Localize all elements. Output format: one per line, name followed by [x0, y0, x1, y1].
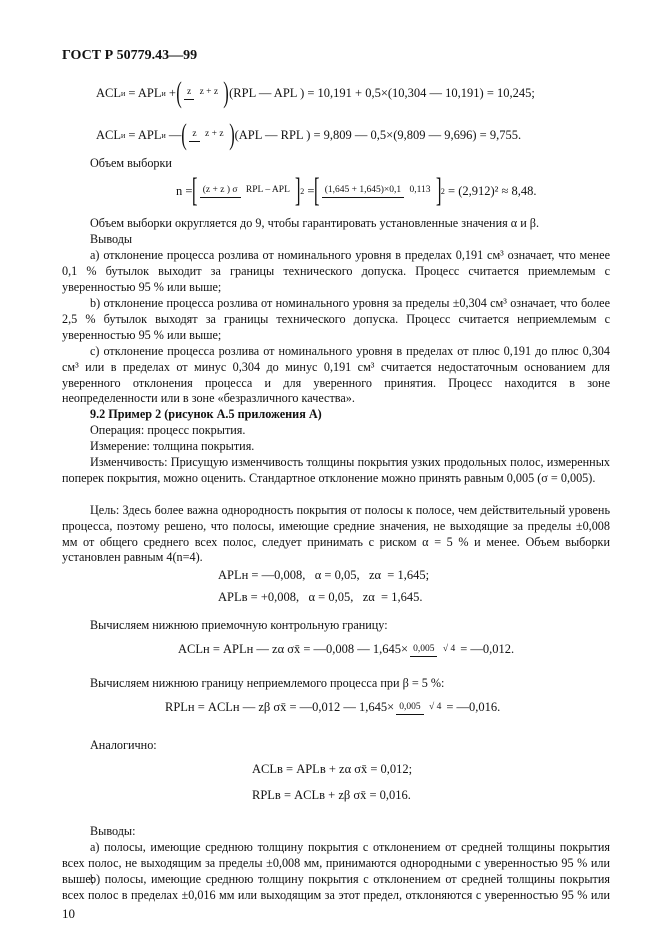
formula-middle: (APL — RPL ) [234, 127, 311, 142]
formula-acl-lower-calc: ACLн = APLн — zα σx̄ = —0,008 — 1,645× 0,005 √ 4 = —0,012. [178, 642, 515, 656]
formula-lhs: ACL [96, 85, 121, 100]
paragraph-compute-rpl: Вычисляем нижнюю границу неприемлемого процесса при β = 5 %: [90, 676, 445, 690]
formula-acl-upper: ACL и = APL и + ( z z + z ) (RPL — APL ) = 10,191 + 0,5×(10,304 — 10,191) = 10,245; [96, 76, 535, 109]
paragraph-conclusions-heading-2: Выводы: [90, 824, 136, 838]
formula-rpl-upper-calc: RPLв = ACLв + zβ σx̄ = 0,016. [252, 788, 411, 802]
sample-size-label: Объем выборки [90, 156, 172, 170]
formula-rpl-lower-calc: RPLн = ACLн — zβ σx̄ = —0,012 — 1,645× 0,005 √ 4 = —0,016. [165, 700, 501, 714]
formula-sign: — [168, 127, 182, 142]
formula-middle: (RPL — APL ) [229, 85, 305, 100]
formula-lhs: ACL [96, 127, 121, 142]
page-number: 10 [62, 906, 75, 921]
formula-eq: = APL [128, 85, 162, 100]
formula-acl-lower: ACL и = APL и — ( z z + z ) (APL — RPL ) = 9,809 — 0,5×(9,809 — 9,696) = 9,755. [96, 118, 522, 151]
paragraph-conclusion-c: c) отклонение процесса розлива от номинального уровня в пределах от плюс 0,191 до плюс 0,304 см³ или в пределах от минус 0,304 до минус 0,191 см³ считается недостаточным основанием для уверенного отклонения процесса и для уверенного принятия. Процесс находится в зоне неопределенности или в зоне «безразличного качества». [62, 344, 610, 406]
formula-fraction: z z + z [184, 86, 221, 100]
paragraph-conclusion-b: b) отклонение процесса розлива от номинального уровня за пределы ±0,304 см³ означает, что более 2,5 % бутылок выходят за границы технического допуска. Процесс считается неприемлемым с уверенностью 95 % или выше; [62, 296, 610, 342]
paragraph-conclusions-heading: Выводы [90, 232, 133, 246]
formula-sample-size: n = [ (z + z ) σ RPL – APL ] 2 = [ (1,645 + 1,645)×0,1 0,113 ] 2 = (2,912)² ≈ 8,48. [176, 172, 537, 209]
standard-header: ГОСТ Р 50779.43—99 [62, 48, 198, 63]
formula-acl-upper-calc: ACLв = APLв + zα σx̄ = 0,012; [252, 762, 413, 776]
paragraph-conclusion-2b: b) полосы, имеющие среднюю толщину покрытия с отклонением от средней толщины покрытия всех полос в пределах ±0,016 мм или выходящим за этот предел, отклоняются с уверенностью 95 % или [62, 872, 610, 902]
formula-fraction-1: (z + z ) σ RPL – APL [200, 184, 293, 198]
formula-eq: = [307, 183, 315, 198]
paragraph-measurement: Измерение: толщина покрытия. [90, 439, 255, 453]
formula-fraction: 0,005 √ 4 [396, 701, 444, 715]
paragraph-compute-acl: Вычисляем нижнюю приемочную контрольную границу: [90, 618, 388, 632]
formula-fraction: 0,005 √ 4 [410, 643, 458, 657]
formula-fraction-2: (1,645 + 1,645)×0,1 0,113 [322, 184, 434, 198]
formula-rest: = 10,191 + 0,5×(10,304 — 10,191) = 10,245; [307, 85, 535, 100]
formula-apl-lower: APLн = —0,008, α = 0,05, zα = 1,645; [218, 568, 430, 582]
paragraph-operation: Операция: процесс покрытия. [90, 423, 246, 437]
formula-rest: = 9,809 — 0,5×(9,809 — 9,696) = 9,755. [313, 127, 522, 142]
paragraph-similarly: Аналогично: [90, 738, 157, 752]
formula-rest: = (2,912)² ≈ 8,48. [448, 183, 537, 198]
paragraph-conclusion-a: а) отклонение процесса розлива от номинального уровня в пределах 0,191 см³ означает, что менее 0,1 % бутылок выходит за границы технического допуска. Процесс считается приемлемым с уверенностью 95 % или выше; [62, 248, 610, 294]
formula-lhs: n = [176, 183, 193, 198]
paragraph-rounding: Объем выборки округляется до 9, чтобы гарантировать установленные значения α и β. [90, 216, 540, 230]
paragraph-conclusion-2a: а) полосы, имеющие среднюю толщину покрытия с отклонением от средней толщины покрытия всех полос, не выходящим за пределы ±0,008 мм, принимаются однородными с уверенностью 95 % или выше; [62, 840, 610, 886]
section-heading-example-2: 9.2 Пример 2 (рисунок А.5 приложения А) [90, 407, 322, 421]
formula-apl-upper: APLв = +0,008, α = 0,05, zα = 1,645. [218, 590, 423, 604]
paragraph-goal: Цель: Здесь более важна однородность покрытия от полосы к полосе, чем действительный уровень процесса, поэтому решено, что полосы, имеющие средние значения, не выходящие за пределы ±0,008 мм от общего среднего всех полос, следует принимать с риском α = 5 % и менее. Объем выборки установлен равным 4(n=4). [62, 503, 610, 565]
formula-sign: + [168, 85, 176, 100]
formula-fraction: z z + z [189, 128, 226, 142]
formula-eq: = APL [128, 127, 162, 142]
paragraph-variability: Изменчивость: Присущую изменчивость толщины покрытия узких продольных полос, измеренных поперек покрытия, можно оценить. Стандартное отклонение можно принять равным 0,005 (σ = 0,005). [62, 455, 610, 485]
